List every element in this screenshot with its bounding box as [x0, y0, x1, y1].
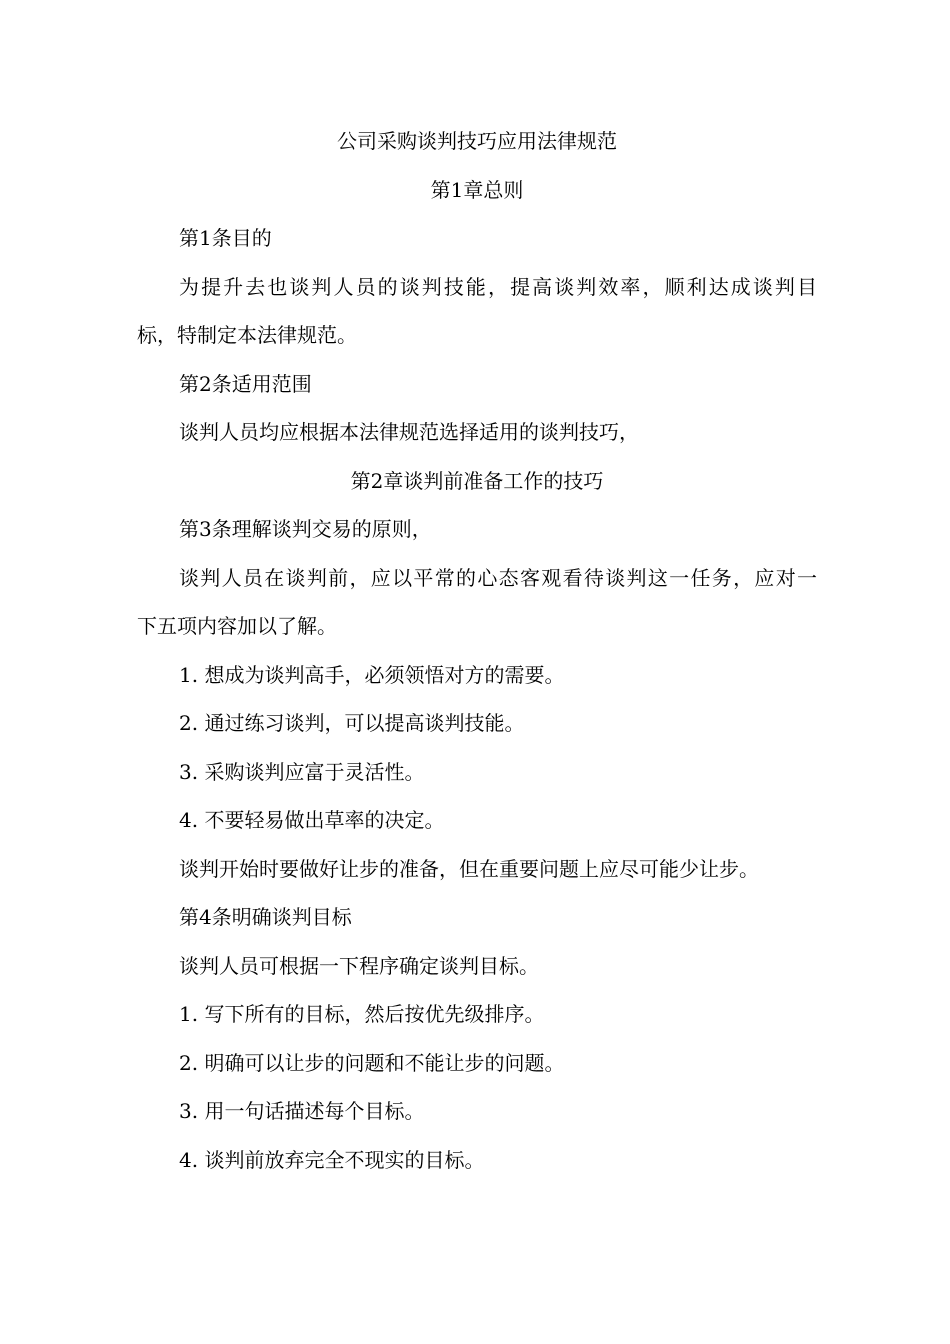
article-4-item-1: 1. 写下所有的目标，然后按优先级排序。: [179, 1002, 545, 1026]
article-3-item-3: 3. 采购谈判应富于灵活性。: [179, 759, 425, 784]
article-3-item-4: 4. 不要轻易做出草率的决定。: [179, 808, 445, 832]
article-3-note: 谈判开始时要做好让步的准备，但在重要问题上应尽可能少让步。: [179, 856, 759, 881]
document-body: [137, 117, 817, 1184]
article-2-heading: 第2条适用范围: [179, 371, 312, 396]
article-3-item-1: 1. 想成为谈判高手，必须领悟对方的需要。: [179, 662, 565, 687]
article-3-heading: 第3条理解谈判交易的原则，: [179, 517, 432, 541]
article-3-item-2: 2. 通过练习谈判，可以提高谈判技能。: [179, 711, 525, 735]
article-3-text-line-1: 谈判人员在谈判前，应以平常的心态客观看待谈判这一任务，应对一: [179, 565, 817, 590]
document-title: 公司采购谈判技巧应用法律规范: [337, 129, 617, 153]
article-4-item-3: 3. 用一句话描述每个目标。: [179, 1099, 425, 1123]
article-4-item-2: 2. 明确可以让步的问题和不能让步的问题。: [179, 1050, 565, 1075]
article-4-item-4: 4. 谈判前放弃完全不现实的目标。: [179, 1147, 485, 1172]
article-3-text-line-2: 下五项内容加以了解。: [137, 614, 337, 638]
article-1-text-line-1: 为提升去也谈判人员的谈判技能，提高谈判效率，顺利达成谈判目: [179, 274, 817, 299]
article-4-heading: 第4条明确谈判目标: [179, 905, 352, 929]
chapter-1-heading: 第1章总则: [430, 177, 524, 202]
article-4-intro: 谈判人员可根据一下程序确定谈判目标。: [179, 953, 539, 978]
article-1-heading: 第1条目的: [179, 226, 272, 250]
article-2-text: 谈判人员均应根据本法律规范选择适用的谈判技巧，: [179, 420, 639, 444]
chapter-2-heading: 第2章谈判前准备工作的技巧: [350, 468, 604, 493]
article-1-text-line-2: 标，特制定本法律规范。: [137, 323, 357, 347]
